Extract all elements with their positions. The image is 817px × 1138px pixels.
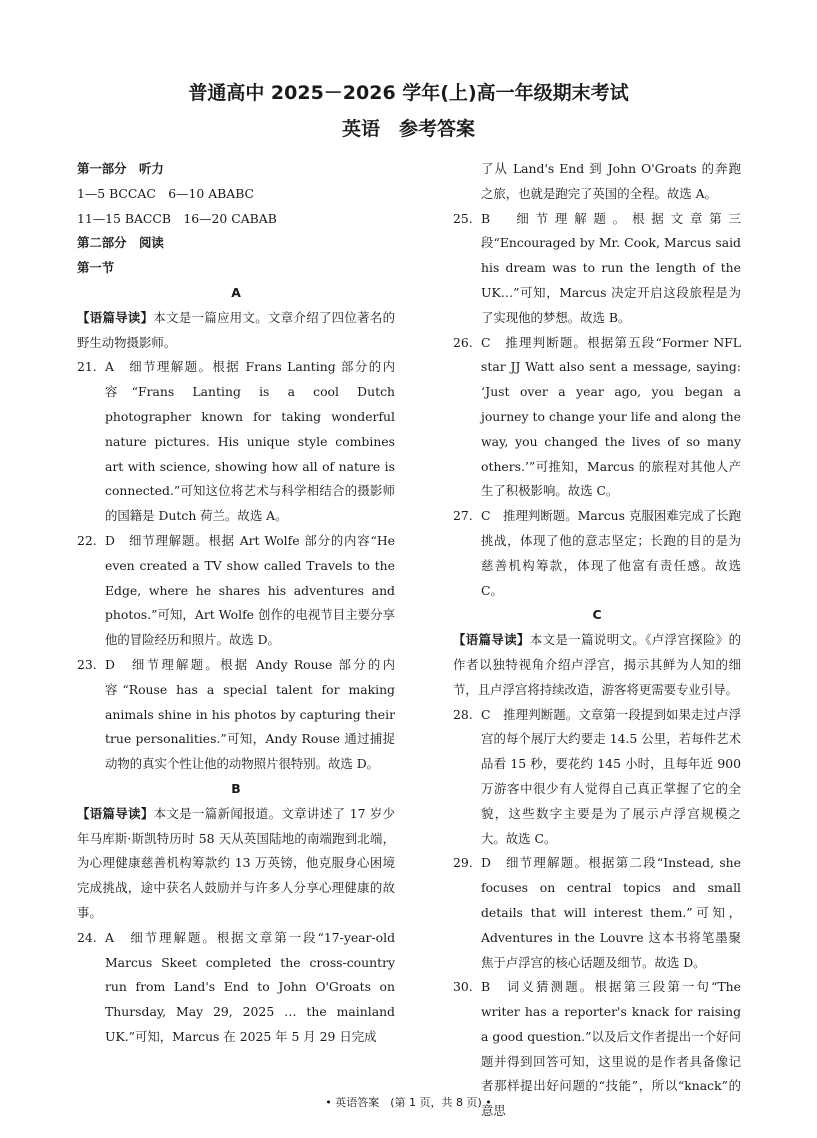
question-22 xyxy=(77,529,395,653)
section1-heading: 第一节 xyxy=(77,260,115,276)
guide-c-text: 本文是一篇说明文。《卢浮宫探险》的作者以独特视角介绍卢浮宫，揭示其鲜为人知的细节，且卢浮宫将持续改造，游客将更需要专业引导。 xyxy=(453,632,741,697)
left-column xyxy=(77,157,395,1050)
q24-text: A 细节理解题。根据文章第一段“17-year-old Marcus Skeet completed the cross-country run from Land's End to John O'Groats on Thursday, May 29, 2025 … the mainland UK.”可知，Marcus 在 2025 年 5 月 29 日完成 xyxy=(105,929,395,1044)
q30-text: B 词义猜测题。根据第三段第一句“The writer has a reporter's knack for raising a good question.”以及后文作者提出一个好问题并得到回答可知，这里说的是作者具备像记者那样提出好问题的“技能”，所以“knack”的意思 xyxy=(481,979,741,1119)
guide-c xyxy=(453,628,741,702)
guide-b-text: 本文是一篇新闻报道。文章讲述了 17 岁少年马库斯·斯凯特历时 58 天从英国陆地的南端跑到北端，为心理健康慈善机构筹款约 13 万英镑，他克服身心困境完成挑战，途中获名人鼓励并与许多人分享心理健康的故事。 xyxy=(77,805,395,920)
q22-text: D 细节理解题。根据 Art Wolfe 部分的内容“He even created a TV show called Travels to the Edge, where he shares his adventures and photos.”可知，Art Wolfe 创作的电视节目主要分享他的冒险经历和照片。故选 D。 xyxy=(105,532,395,648)
guide-b xyxy=(77,802,395,926)
q21-number: 21. xyxy=(77,359,97,375)
q23-text: D 细节理解题。根据 Andy Rouse 部分的内容“Rouse has a special talent for making animals shine in his photos by capturing their true personalities.”可知，Andy Rouse 通过捕捉动物的真实个性让他的动物照片很特别。故选 D。 xyxy=(105,656,395,772)
right-column xyxy=(453,157,741,1124)
passage-a-label: A xyxy=(231,284,241,300)
guide-a-label: 【语篇导读】 xyxy=(77,309,154,325)
guide-a-text: 本文是一篇应用文。文章介绍了四位著名的野生动物摄影师。 xyxy=(77,309,396,350)
q23-number: 23. xyxy=(77,656,97,672)
guide-c-label: 【语篇导读】 xyxy=(453,632,530,648)
question-27 xyxy=(453,504,741,603)
question-23 xyxy=(77,653,395,777)
q26-number: 26. xyxy=(453,334,473,350)
q29-text: D 细节理解题。根据第二段“Instead, she focuses on central topics and small details that will interest them.”可知，Adventures in the Louvre 这本书将笔墨聚焦于卢浮宫的核心话题及细节。故选 D。 xyxy=(481,855,741,970)
question-26 xyxy=(453,331,741,505)
q28-text: C 推理判断题。文章第一段提到如果走过卢浮宫的每个展厅大约要走 14.5 公里，若每件艺术品看 15 秒，要花约 145 小时，且每年近 900 万游客中很少有人觉得自己真正掌握了它的全貌，这些数字主要是为了展示卢浮宫规模之大。故选 C。 xyxy=(481,706,741,846)
q26-text: C 推理判断题。根据第五段“Former NFL star JJ Watt also sent a message, saying: ‘Just over a year ago, you began a journey to change your life and along the way, you changed the lives of so many others.’”可推知，Marcus 的旅程对其他人产生了积极影响。故选 C。 xyxy=(481,334,741,499)
q24-number: 24. xyxy=(77,929,97,945)
q27-text: C 推理判断题。Marcus 克服困难完成了长跑挑战，体现了他的意志坚定；长跑的目的是为慈善机构筹款，体现了他富有责任感。故选 C。 xyxy=(481,508,741,598)
q30-number: 30. xyxy=(453,979,473,995)
page-subtitle: 英语 参考答案 xyxy=(341,118,475,140)
guide-a xyxy=(77,306,395,356)
passage-b-label: B xyxy=(231,780,241,796)
part2-heading: 第二部分 阅读 xyxy=(77,235,164,251)
q24-continuation: 了从 Land's End 到 John O'Groats 的奔跑之旅，也就是跑完了英国的全程。故选 A。 xyxy=(481,161,741,201)
answers-11-20: 11—15 BACCB 16—20 CABAB xyxy=(77,210,277,226)
q25-number: 25. xyxy=(453,210,473,226)
question-28 xyxy=(453,703,741,852)
q27-number: 27. xyxy=(453,508,473,524)
question-24 xyxy=(77,926,395,1050)
answers-1-10: 1—5 BCCAC 6—10 ABABC xyxy=(77,185,255,201)
question-21 xyxy=(77,355,395,529)
q21-text: A 细节理解题。根据 Frans Lanting 部分的内容“Frans Lanting is a cool Dutch photographer known for taking wonderful nature pictures. His unique style combines art with science, showing how all of nature is connected.”可知这位将艺术与科学相结合的摄影师的国籍是 Dutch 荷兰。故选 A。 xyxy=(105,359,395,524)
page-title: 普通高中 2025－2026 学年(上)高一年级期末考试 xyxy=(188,82,629,104)
q29-number: 29. xyxy=(453,855,473,871)
question-29 xyxy=(453,851,741,975)
passage-c-label: C xyxy=(592,607,602,623)
part1-heading: 第一部分 听力 xyxy=(77,161,164,176)
q28-number: 28. xyxy=(453,706,473,722)
page-footer: • 英语答案 (第 1 页，共 8 页) • xyxy=(325,1096,492,1109)
guide-b-label: 【语篇导读】 xyxy=(77,805,154,821)
q25-text: B 细节理解题。根据文章第三段“Encouraged by Mr. Cook, Marcus said his dream was to run the length of the UK…”可知，Marcus 决定开启这段旅程是为了实现他的梦想。故选 B。 xyxy=(481,210,741,325)
q22-number: 22. xyxy=(77,532,97,548)
question-25 xyxy=(453,207,741,331)
